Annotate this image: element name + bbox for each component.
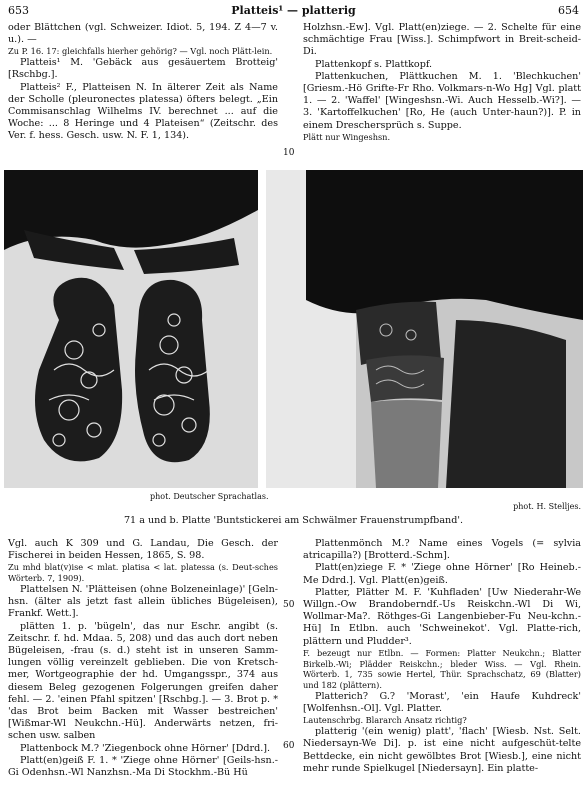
figure-caption: 71 a und b. Platte 'Buntstickerei am Schwälmer Frauenstrumpfband'. xyxy=(123,515,464,526)
entry-platteis-1: Platteis¹ M. 'Gebäck aus gesäuertem Brotteig' [Rschbg.]. xyxy=(8,57,278,81)
line-number: 10 xyxy=(283,148,295,158)
page-number-left: 653 xyxy=(8,4,29,17)
paragraph: oder Blättchen (vgl. Schweizer. Idiot. 5, 194. Z 4—7 v. u.). — xyxy=(8,22,278,46)
photo-right xyxy=(266,170,583,488)
paragraph: F. bezeugt nur Etlbn. — Formen: Platter Neukchn.; Blatter Birkelb.-Wi; Plädder Reiskchn.; bleder Wiss. — Vgl. Rhein. Wörterb. 1, 735 sowie Hertel, Thür. Sprachschatz, 69 (Blatter) und 182 (plättern). xyxy=(303,647,581,691)
photo-credit-right: phot. H. Stelljes. xyxy=(513,502,581,511)
entry-plattenkuchen: Plattenkuchen, Plättkuchen M. 1. 'Blechkuchen' [Griesm.-Hö Grifte-Fr Rho. Volkmars-n-Wo Hg] Vgl. platt 1. — 2. 'Waffel' [Wingeshsn.-Wi. Auch Hesselb.-Wi?]. — 3. 'Kartoffelkuchen' [Ro, He (auch Unter-haun?)]. P. in einem Dreschersprüch s. Suppe. xyxy=(303,70,581,131)
right-column-bottom xyxy=(303,538,581,775)
left-column-bottom xyxy=(8,538,278,779)
right-column-top xyxy=(303,22,581,143)
entry-plattenziege: Platt(en)ziege F. * 'Ziege ohne Hörner' [Ro Heineb.-Me Ddrd.]. Vgl. Platt(en)geiß. xyxy=(303,562,581,586)
entry-platteis-2: Platteis² F., Platteisen N. In älterer Zeit als Name der Scholle (pleuronectes platessa) öfters belegt. „Ein Commisanschlag Wilhelms IV. berechnet ... auf die Woche: ... 8 Heringe und 4 Plateisen“ (Zeitschr. des Ver. f. hess. Gesch. usw. N. F. 1, 134). xyxy=(8,81,278,142)
entry-plattenkopf: Plattenkopf s. Plattkopf. xyxy=(315,58,433,70)
entry-plattelsen: Plattelsen N. 'Plätteisen (ohne Bolzeneinlage)' [Geln-hsn. (älter als jetzt fast allein übliches Bügeleisen), Frankf. Wett.]. xyxy=(8,584,278,620)
entry-plaetten: plätten 1. p. 'bügeln', das nur Eschr. angibt (s. Zeitschr. f. hd. Mdaa. 5, 208) und das auch dort neben Bügeleisen, -frau (s. d.) steht ist in unseren Samm-lungen völlig vereinzelt geblieben. Die von Kretsch-mer, Wortgeographie der hd. Umgangsspr., 374 aus diesem Beleg gezogenen Folgerungen greifen daher fehl. — 2. 'einen Pfahl spitzen' [Rschbg.]. — 3. Brot p. * 'das Brot beim Backen mit Wasser bestreichen' [Wißmar-Wl Neukchn.-Hü]. Anderwärts netzen, fri-schen usw. salben xyxy=(8,620,278,742)
paragraph: Vgl. auch K 309 und G. Landau, Die Gesch. der Fischerei in beiden Hessen, 1865, S. 98. xyxy=(8,538,278,562)
entry-platterig: platterig '(ein wenig) platt', 'flach' [Wiesb. Nst. Selt. Niedersayn-We Di]. p. ist eine nicht aufgeschüt-telte Bettdecke, ein nicht gewölbtes Brot [Wiesb.], eine nicht mehr runde Spielkugel [Niedersayn]. Ein platte- xyxy=(303,726,581,774)
left-column-top xyxy=(8,22,278,143)
entry-plattengeiss: Platt(en)geiß F. 1. * 'Ziege ohne Hörner' [Geils-hsn.-Gi Odenhsn.-Wl Nanzhsn.-Ma Di Stockhm.-Bü Hü xyxy=(8,754,278,779)
photo-left xyxy=(4,170,258,488)
paragraph: Holzhsn.-Ew]. Vgl. Platt(en)ziege. — 2. Schelte für eine schmächtige Frau [Wiss.]. Schimpfwort in Breit-scheid-Di. xyxy=(303,22,581,58)
entry-plattenmoench: Plattenmönch M.? Name eines Vogels (= sylvia atricapilla?) [Brotterd.-Schm]. xyxy=(303,538,581,562)
paragraph: Lautenschrbg. Blararch Ansatz richtig? xyxy=(303,715,467,726)
running-title: Platteis¹ — platterig xyxy=(231,4,356,17)
paragraph: Zu P. 16. 17: gleichfalls hierher gehörig? — Vgl. noch Plätt-lein. xyxy=(8,46,273,57)
line-number: 60 xyxy=(283,741,295,751)
embroidered-garters-image xyxy=(4,170,258,488)
photo-credit-left: phot. Deutscher Sprachatlas. xyxy=(150,492,269,501)
paragraph: Plätt nur Wingeshsn. xyxy=(303,131,391,142)
entry-platterich: Platterich? G.? 'Morast', 'ein Haufe Kuhdreck' [Wolfenhsn.-Ol]. Vgl. Platter. xyxy=(303,691,581,715)
paragraph: Zu mhd blat(v)ise < mlat. platisa < lat. platessa (s. Deut-sches Wörterb. 7, 1909). xyxy=(8,562,278,584)
page-header xyxy=(0,2,587,20)
entry-plattenbock: Plattenbock M.? 'Ziegenbock ohne Hörner' [Ddrd.]. xyxy=(20,742,271,754)
entry-platter: Platter, Plätter M. F. 'Kuhfladen' [Uw Niederahr-We Willgn.-Ow Brandoberndf.-Us Reiskchn.-Wl Di Wi, Wollmar-Ma?. Röthges-Gi Langenbieber-Fu Neu-kchn.-Hü] In Etlbn. auch 'Schweinekot'. Vgl. Platte-rich, plättern und Pludder³. xyxy=(303,586,581,647)
page-number-right: 654 xyxy=(558,4,579,17)
garter-worn-image xyxy=(266,170,583,488)
line-number: 50 xyxy=(283,600,295,610)
